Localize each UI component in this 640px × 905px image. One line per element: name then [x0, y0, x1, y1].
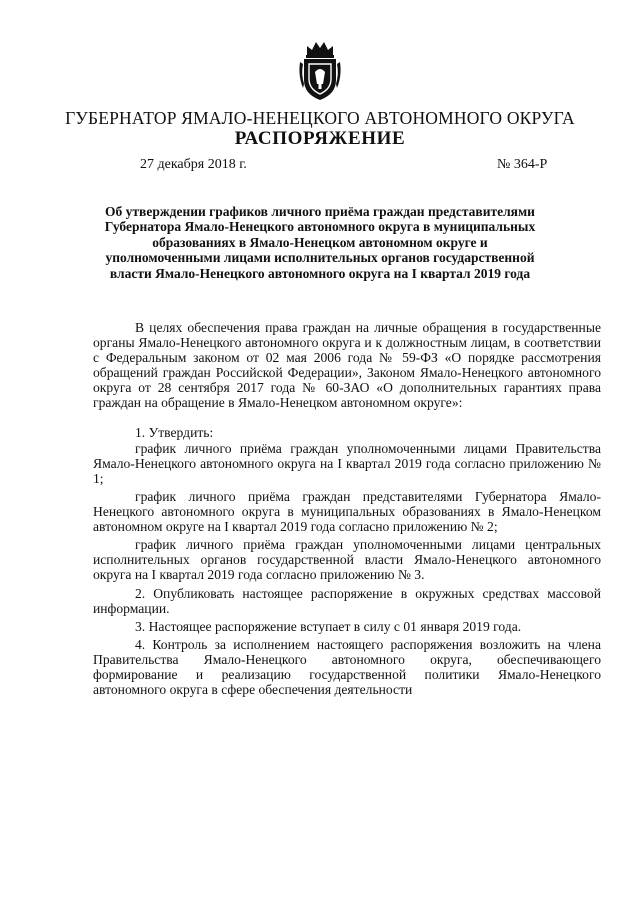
document-date: 27 декабря 2018 г.	[140, 157, 247, 172]
item-1-schedule-b: график личного приёма граждан представителями Губернатора Ямало-Ненецкого автономного округа в муниципальных образованиях в Ямало-Ненецком автономном округе на I квартал 2019 года согласно приложению № 2;	[93, 488, 601, 535]
item-1-lead: 1. Утвердить:	[135, 424, 214, 440]
item-2-paragraph: 2. Опубликовать настоящее распоряжение в окружных средствах массовой информации.	[93, 585, 601, 616]
item-3-paragraph: 3. Настоящее распоряжение вступает в силу с 01 января 2019 года.	[135, 618, 522, 634]
document-header	[0, 108, 640, 150]
issuing-authority: ГУБЕРНАТОР ЯМАЛО-НЕНЕЦКОГО АВТОНОМНОГО ОКРУГА	[65, 108, 575, 128]
document-type: РАСПОРЯЖЕНИЕ	[234, 128, 406, 149]
document-number: № 364-Р	[497, 157, 548, 172]
item-1-schedule-a: график личного приёма граждан уполномоченными лицами Правительства Ямало-Ненецкого автономного округа на I квартал 2019 года согласно приложению № 1;	[93, 440, 601, 486]
preamble-paragraph: В целях обеспечения права граждан на личные обращения в государственные органы Ямало-Ненецкого автономного округа и к должностным лицам, в соответствии с Федеральным законом от 02 мая 2006 года № 59-ФЗ «О порядке рассмотрения обращений граждан Российской Федерации», Законом Ямало-Ненецкого автономного округа от 28 сентября 2017 года № 60-ЗАО «О дополнительных гарантиях права граждан на обращение в Ямало-Ненецком автономном округе»:	[93, 320, 601, 411]
document-body	[93, 320, 601, 704]
document-title: Об утверждении графиков личного приёма граждан представителями Губернатора Ямало-Ненецкого автономного округа в муниципальных образованиях в Ямало-Ненецком автономном округе и уполномоченными лицами исполнительных органов государственной власти Ямало-Ненецкого автономного округа на I квартал 2019 года	[104, 204, 536, 281]
coat-of-arms-icon	[298, 40, 342, 102]
item-4-paragraph: 4. Контроль за исполнением настоящего распоряжения возложить на члена Правительства Ямало-Ненецкого автономного округа, обеспечивающего формирование и реализацию государственной политики Ямало-Ненецкого автономного округа в сфере обеспечения деятельности	[93, 636, 601, 698]
item-1-schedule-c: график личного приёма граждан уполномоченными лицами центральных исполнительных органов государственной власти Ямало-Ненецкого автономного округа на I квартал 2019 года согласно приложению № 3.	[93, 537, 601, 583]
